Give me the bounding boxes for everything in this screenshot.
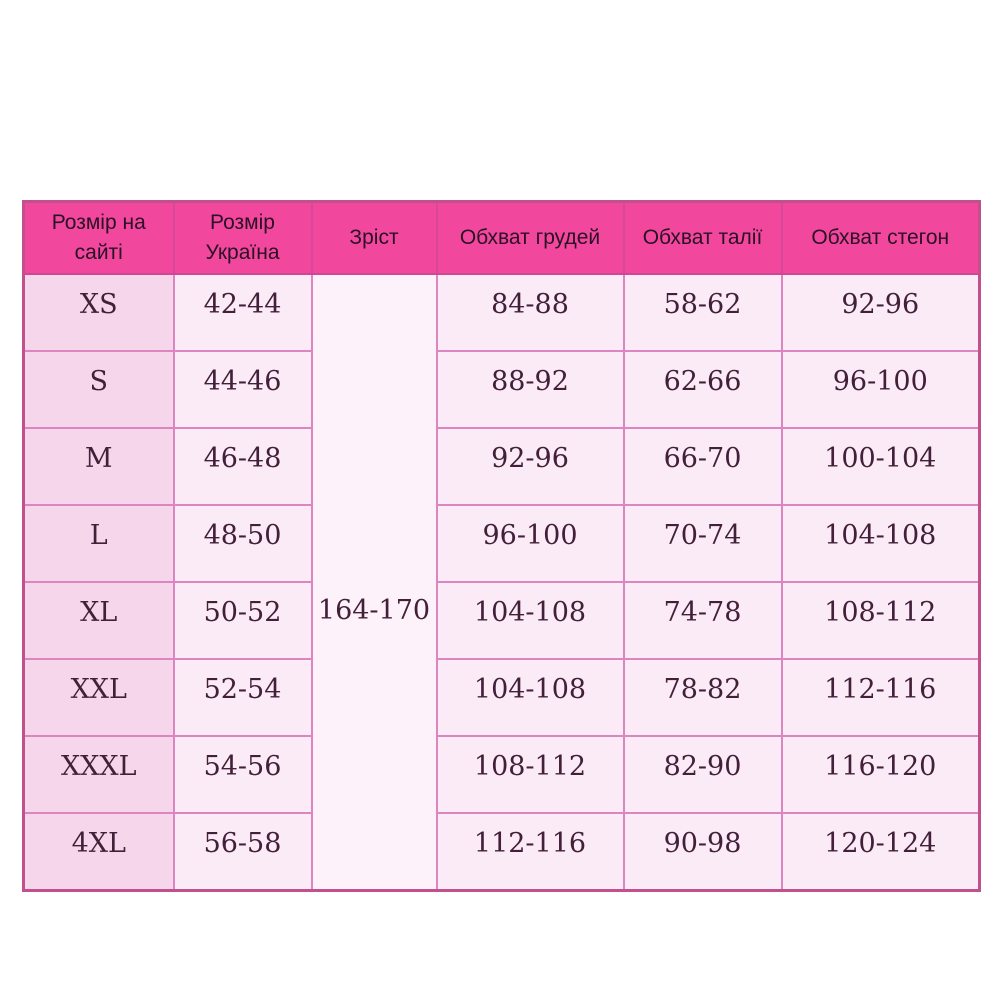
cell-ua-size: 46-48 [174,428,312,505]
cell-hips: 92-96 [782,274,980,351]
cell-site-size: XXL [24,659,174,736]
header-cell-site-size: Розмір на сайті [24,202,174,275]
cell-hips: 96-100 [782,351,980,428]
cell-ua-size: 42-44 [174,274,312,351]
table-row-xxl [24,659,980,736]
cell-site-size: XXXL [24,736,174,813]
cell-waist: 74-78 [624,582,782,659]
cell-chest: 84-88 [437,274,624,351]
table-row-m [24,428,980,505]
cell-hips: 120-124 [782,813,980,891]
cell-waist: 82-90 [624,736,782,813]
cell-ua-size: 48-50 [174,505,312,582]
table-row-s [24,351,980,428]
cell-hips: 104-108 [782,505,980,582]
cell-chest: 96-100 [437,505,624,582]
cell-chest: 108-112 [437,736,624,813]
header-cell-ua-size: Розмір Україна [174,202,312,275]
cell-hips: 116-120 [782,736,980,813]
cell-hips: 108-112 [782,582,980,659]
table-row-4xl [24,813,980,891]
table-row-xs [24,274,980,351]
cell-waist: 78-82 [624,659,782,736]
header-cell-chest: Обхват грудей [437,202,624,275]
cell-waist: 90-98 [624,813,782,891]
cell-site-size: XL [24,582,174,659]
cell-waist: 62-66 [624,351,782,428]
cell-ua-size: 56-58 [174,813,312,891]
cell-ua-size: 44-46 [174,351,312,428]
cell-waist: 66-70 [624,428,782,505]
cell-waist: 70-74 [624,505,782,582]
cell-waist: 58-62 [624,274,782,351]
cell-site-size: S [24,351,174,428]
cell-site-size: 4XL [24,813,174,891]
cell-chest: 92-96 [437,428,624,505]
cell-ua-size: 50-52 [174,582,312,659]
header-row [24,202,980,275]
header-cell-hips: Обхват стегон [782,202,980,275]
table-row-l [24,505,980,582]
cell-hips: 112-116 [782,659,980,736]
cell-site-size: L [24,505,174,582]
cell-chest: 112-116 [437,813,624,891]
cell-ua-size: 54-56 [174,736,312,813]
cell-ua-size: 52-54 [174,659,312,736]
cell-site-size: M [24,428,174,505]
table-row-xl [24,582,980,659]
header-cell-waist: Обхват талії [624,202,782,275]
cell-height-merged: 164-170 [312,274,437,891]
cell-chest: 104-108 [437,582,624,659]
cell-chest: 88-92 [437,351,624,428]
cell-hips: 100-104 [782,428,980,505]
cell-site-size: XS [24,274,174,351]
size-chart-table [22,200,981,892]
header-cell-height: Зріст [312,202,437,275]
table-row-xxxl [24,736,980,813]
cell-chest: 104-108 [437,659,624,736]
